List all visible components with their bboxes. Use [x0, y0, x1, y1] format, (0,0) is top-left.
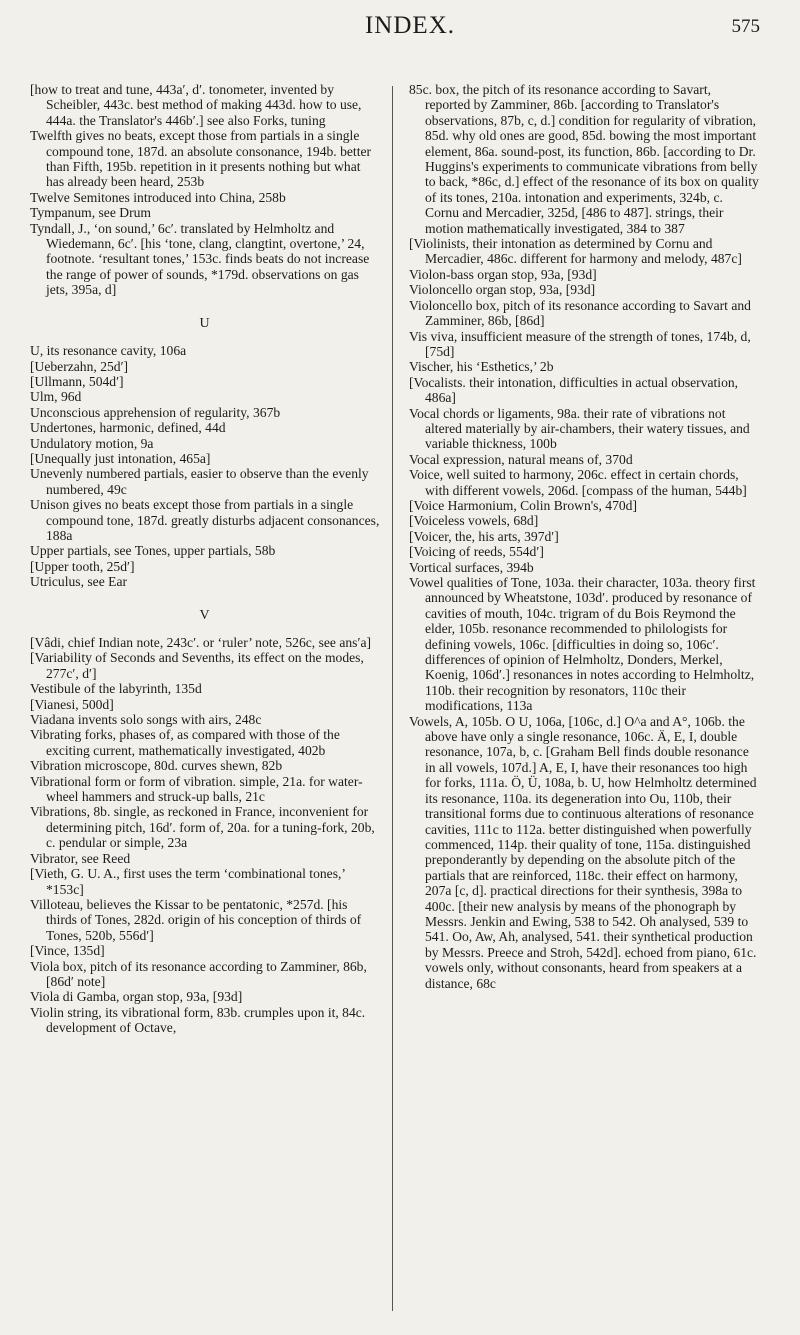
index-entry: Vibration microscope, 80d. curves shewn, 82b [30, 758, 283, 774]
index-entry: [Vâdi, chief Indian note, 243c′. or ‘ruler’ note, 526c, see ans′a] [30, 635, 371, 650]
entries-t-section [30, 82, 380, 298]
index-entry: Vocal expression, natural means of, 370d [409, 451, 633, 467]
column-divider [392, 86, 393, 1311]
index-entry: U, its resonance cavity, 106a [30, 343, 187, 359]
index-entry: Vortical surfaces, 394b [409, 559, 534, 575]
index-entry: Violon-bass organ stop, 93a, [93d] [409, 266, 597, 282]
index-entry: Tyndall, J., ‘on sound,’ 6c′. translated by Helmholtz and Wiedemann, 6c′. [his ‘tone, clang, clangtint, overtone,’ 24, footnote. ‘resultant tones,’ 153c. finds beats do not increase the range of power of sounds, *179d. observations on gas jets, 395a, d] [30, 220, 370, 298]
index-entry: Unison gives no beats except those from partials in a single compound tone, 187d. greatly disturbs adjacent consonances, 188a [30, 497, 380, 543]
index-entry: [Ueberzahn, 25d′] [30, 358, 129, 374]
left-column [30, 82, 380, 1036]
index-entry: Twelve Semitones introduced into China, 258b [30, 189, 286, 205]
index-entry: [Vince, 135d] [30, 943, 105, 959]
index-entry: Undulatory motion, 9a [30, 435, 154, 451]
entries-v-section [30, 635, 380, 1036]
index-entry: Vibrator, see Reed [30, 850, 131, 866]
index-entry: Voice, well suited to harmony, 206c. effect in certain chords, with different vowels, 206d. [compass of the human, 544b] [409, 467, 747, 498]
section-letter-u: U [199, 315, 211, 331]
section-letter-v: V [199, 607, 211, 623]
index-entry: Tympanum, see Drum [30, 205, 151, 221]
index-entry: Violoncello organ stop, 93a, [93d] [409, 282, 596, 298]
index-entry: Vowels, A, 105b. O U, 106a, [106c, d.] O^a and A°, 106b. the above have only a single resonance, 106c. Ä, E, I, double resonance, 107a, b, c. [Graham Bell finds double resonance in all vowels, 107d.] A, E, I, have their resonances too high for forks, 111a. Ö, Ü, 108a, b. U, how Helmholtz determined its resonance, 110a. its degeneration into Ou, 110b, their transitional forms due to continuous alterations of resonance cavities, 111c to 112a. better distinguished when powerfully commenced, 114p. their quality of tone, 115a. distinguished preponderantly by depending on the absolute pitch of the partials that are reinforced, 118c. their effect on harmony, 207a [c, d]. practical directions for their synthesis, 398a to 400c. [their new analysis by means of the phonograph by Messrs. Jenkin and Ewing, 538 to 542. Oh analysed, 539 to 541. Oo, Aw, Ah, analysed, 541. their synthetical production by Messrs. Preece and Stroh, 542d]. echoed from piano, 61c. vowels only, without consonants, heard from speakers at a distance, 68c [409, 713, 757, 991]
index-entry: [Voice Harmonium, Colin Brown's, 470d] [409, 497, 637, 513]
index-entry: Violoncello box, pitch of its resonance according to Savart and Zamminer, 86b, [86d] [409, 297, 751, 329]
page-title: INDEX. [364, 12, 455, 39]
index-entry: [Unequally just intonation, 465a] [30, 450, 211, 466]
index-entry: Unconscious apprehension of regularity, 367b [30, 404, 281, 420]
index-entry: Vowel qualities of Tone, 103a. their character, 103a. theory first announced by Wheatstone, 103d′. produced by resonance of cavities of mouth, 104c. trigram of du Bois Reymond the elder, 105b. resonance recommended to philologists for defining vowels, 106c. [difficulties in doing so, 106c′. differences of opinion of Helmholtz, Donders, Merkel, Koenig, 106d′.] resonances in notes according to Helmholtz, 110b. their recognition by resonators, 110c their modifications, 113a [409, 575, 756, 714]
index-entry: Viola di Gamba, organ stop, 93a, [93d] [30, 989, 243, 1005]
index-entry: Viadana invents solo songs with airs, 248c [30, 712, 262, 728]
index-entry: [Variability of Seconds and Sevenths, its effect on the modes, 277c′, d′] [30, 650, 364, 681]
index-entry: Vibrations, 8b. single, as reckoned in France, inconvenient for determining pitch, 16d′. form of, 20a. for a tuning-fork, 20b, c. pendular or simple, 23a [30, 804, 375, 851]
index-entry: [Voiceless vowels, 68d] [409, 513, 539, 529]
index-entry: [Vocalists. their intonation, difficulties in actual observation, 486a] [409, 374, 739, 406]
index-entry: Violin string, its vibrational form, 83b. crumples upon it, 84c. development of Octave, [30, 1004, 366, 1036]
index-entry: Villoteau, believes the Kissar to be pentatonic, *257d. [his thirds of Tones, 282d. origin of his conception of thirds of Tones, 520b, 556d′] [30, 896, 362, 943]
index-entry: [Vianesi, 500d] [30, 696, 114, 712]
index-entry: Utriculus, see Ear [30, 574, 128, 590]
right-column [409, 82, 759, 991]
page-number: 575 [731, 16, 760, 37]
index-entry: Ulm, 96d [30, 389, 82, 405]
index-entry: Vibrating forks, phases of, as compared with those of the exciting current, mathematically investigated, 402b [30, 727, 340, 758]
index-entry: Twelfth gives no beats, except those from partials in a single compound tone, 187d. an absolute consonance, 194b. better than Fifth, 195b. repetition in it presents nothing but what has already been heard, 253b [30, 128, 372, 190]
index-entry: Undertones, harmonic, defined, 44d [30, 420, 226, 436]
index-entry: Unevenly numbered partials, easier to observe than the evenly numbered, 49c [30, 466, 369, 497]
index-entry: [how to treat and tune, 443a′, d′. tonometer, invented by Scheibler, 443c. best method of making 443d. how to use, 444a. the Translator's 446b′.] see also Forks, tuning [30, 82, 362, 128]
index-entry: Vestibule of the labyrinth, 135d [30, 681, 202, 697]
index-entry: Vocal chords or ligaments, 98a. their rate of vibrations not altered materially by air-chambers, their watery tissues, and variable thickness, 100b [409, 405, 750, 452]
index-entry: [Voicing of reeds, 554d′] [409, 544, 544, 560]
index-entry: Vischer, his ‘Esthetics,’ 2b [409, 359, 554, 375]
index-entry: 85c. box, the pitch of its resonance according to Savart, reported by Zamminer, 86b. [according to Translator's observations, 87b, c, d.] condition for regularity of vibration, 85d. why old ones are good, 85d. bowing the most important element, 86a. sound-post, its function, 86b. [according to Dr. Huggins's experiments to communicate vibrations from belly to back, *86c, d.] effect of the resonance of its box on quality of its tones, 210a. intonation and experiments, 324b, c. Cornu and Mercadier, 325d, [486 to 487]. strings, their motion mathematically investigated, 384 to 387 [409, 82, 759, 236]
index-entry: [Voicer, the, his arts, 397d′] [409, 528, 559, 544]
index-entry: [Violinists, their intonation as determined by Cornu and Mercadier, 486c. different for harmony and melody, 487c] [409, 236, 742, 267]
index-entry: [Vieth, G. U. A., first uses the term ‘combinational tones,’ *153c] [30, 866, 345, 897]
entries-v-continued [409, 82, 759, 991]
index-entry: [Ullmann, 504d′] [30, 373, 124, 389]
index-entry: Upper partials, see Tones, upper partials, 58b [30, 543, 276, 559]
entries-u-section [30, 343, 380, 590]
index-entry: Vibrational form or form of vibration. simple, 21a. for water-wheel hammers and struck-up balls, 21c [30, 773, 363, 805]
index-entry: [Upper tooth, 25d′] [30, 558, 135, 574]
page-header [60, 10, 760, 50]
index-entry: Viola box, pitch of its resonance according to Zamminer, 86b, [86d′ note] [30, 958, 367, 989]
index-entry: Vis viva, insufficient measure of the strength of tones, 174b, d, [75d] [409, 328, 751, 359]
